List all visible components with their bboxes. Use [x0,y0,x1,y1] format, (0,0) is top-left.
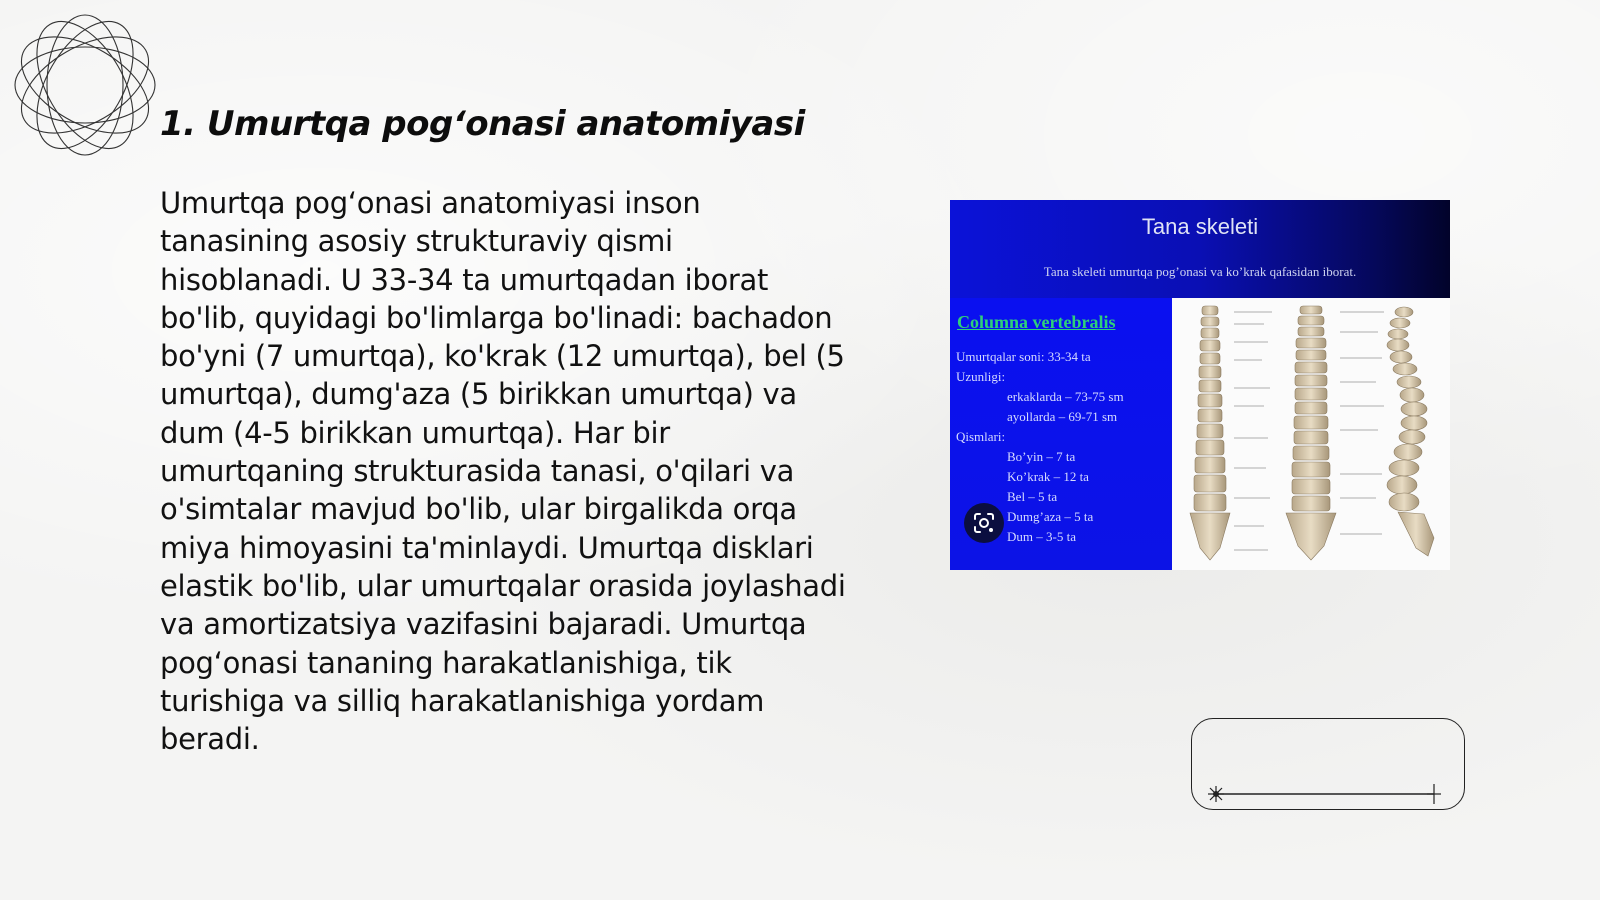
column-heading: Columna vertebralis [957,312,1116,332]
info-line: Dum – 3-5 ta [1007,529,1076,544]
info-line: ayollarda – 69-71 sm [1007,409,1118,424]
ring-ornament [10,10,160,160]
star-line-ornament [1206,784,1442,804]
info-line: Uzunligi: [956,369,1006,384]
spine-figure [950,200,1450,570]
visual-search-button[interactable] [964,503,1004,543]
figure-title: Tana skeleti [1141,214,1259,239]
spine-illustration [1172,298,1450,570]
figure-header [950,200,1450,298]
slide-title: 1. Umurtqa pog‘onasi anatomiyasi [160,104,805,144]
info-line: erkaklarda – 73-75 sm [1007,389,1124,404]
body-paragraph: Umurtqa pog‘onasi anatomiyasi inson tanasining asosiy strukturaviy qismi hisoblanadi. U 33-34 ta umurtqadan iborat bo'lib, quyidagi bo'limlarga bo'linadi: bachadon bo'yni (7 umurtqa), ko'krak (12 umurtqa), bel (5 umurtqa), dumg'aza (5 birikkan umurtqa) va dum (4-5 birikkan umurtqa). Har bir umurtqaning strukturasida tanasi, o'qilari va o'simtalar mavjud bo'lib, ular birgalikda orqa miya himoyasini ta'minlaydi. Umurtqa disklari elastik bo'lib, ular umurtqalar orasida joylashadi va amortizatsiya vazifasini bajaradi. Umurtqa pog‘onasi tananing harakatlanishiga, tik turishiga va silliq harakatlanishiga yordam beradi. [160,186,846,757]
info-line: Qismlari: [956,429,1006,444]
info-line: Dumg’aza – 5 ta [1007,509,1094,524]
info-line: Bo’yin – 7 ta [1007,449,1076,464]
figure-subtitle: Tana skeleti umurtqa pog’onasi va ko’krak qafasidan iborat. [1043,264,1357,279]
info-line: Umurtqalar soni: 33-34 ta [956,349,1091,364]
lens-icon [972,511,996,535]
info-line: Ko’krak – 12 ta [1007,469,1089,484]
info-line: Bel – 5 ta [1007,489,1058,504]
